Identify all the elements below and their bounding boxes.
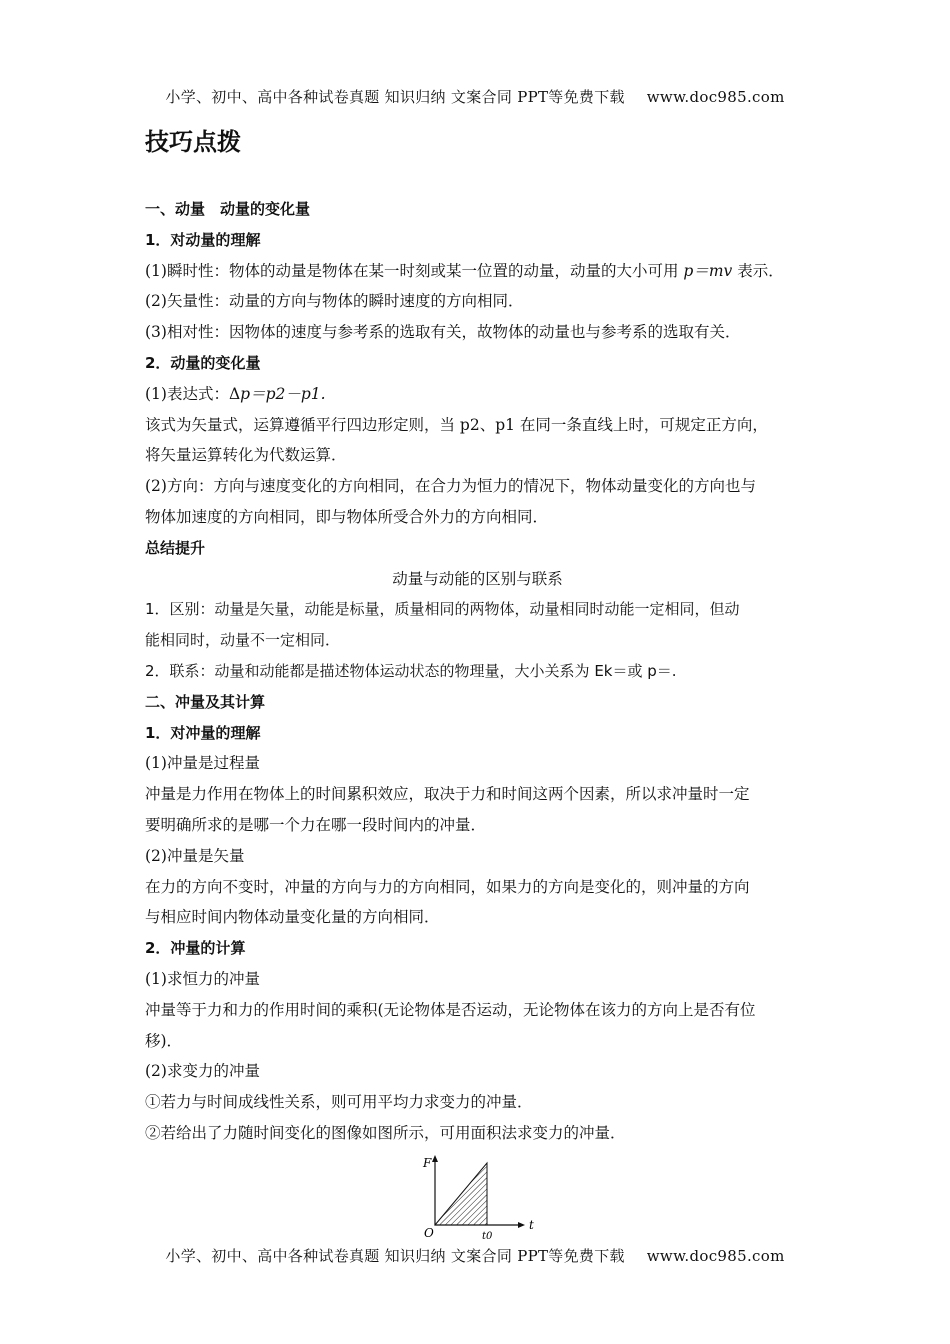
page-footer xyxy=(0,1245,950,1266)
formula-line: (1)表达式：Δp＝p2－p1. xyxy=(145,384,326,403)
footer-url[interactable]: www.doc985.com xyxy=(646,1247,785,1265)
subsection-1-1-heading: 1．对动量的理解 xyxy=(145,230,261,249)
y-axis-arrow xyxy=(432,1155,438,1162)
paragraph: 将矢量运算转化为代数运算． xyxy=(145,446,347,465)
x-axis-arrow xyxy=(518,1222,525,1228)
paragraph: 冲量是力作用在物体上的时间累积效应，取决于力和时间这两个因素，所以求冲量时一定 xyxy=(145,785,750,804)
paragraph: 在力的方向不变时，冲量的方向与力的方向相同，如果力的方向是变化的，则冲量的方向 xyxy=(145,877,750,896)
x-axis-label: t xyxy=(529,1217,534,1232)
force-time-figure xyxy=(145,1153,810,1243)
paragraph: 物体加速度的方向相同，即与物体所受合外力的方向相同． xyxy=(145,507,549,526)
y-axis-label: F xyxy=(423,1155,432,1170)
header-url[interactable]: www.doc985.com xyxy=(646,88,785,106)
paragraph: 该式为矢量式，运算遵循平行四边形定则，当 p2、p1 在同一条直线上时，可规定正方向， xyxy=(145,415,768,434)
paragraph: (2)冲量是矢量 xyxy=(145,846,245,865)
origin-label: O xyxy=(424,1225,434,1240)
paragraph: (2)方向：方向与速度变化的方向相同，在合力为恒力的情况下，物体动量变化的方向也与 xyxy=(145,477,756,496)
paragraph: (1)冲量是过程量 xyxy=(145,754,260,773)
summary-item: 1．区别：动量是矢量，动能是标量，质量相同的两物体，动量相同时动能一定相同，但动 xyxy=(145,600,740,619)
section-2-heading: 二、冲量及其计算 xyxy=(145,692,266,711)
summary-item: 能相同时，动量不一定相同． xyxy=(145,631,341,650)
paragraph: ②若给出了力随时间变化的图像如图所示，可用面积法求变力的冲量． xyxy=(145,1123,626,1142)
paragraph: (1)求恒力的冲量 xyxy=(145,969,260,988)
summary-title: 动量与动能的区别与联系 xyxy=(392,569,563,588)
paragraph: ①若力与时间成线性关系，则可用平均力求变力的冲量． xyxy=(145,1093,533,1112)
subsection-1-2-heading: 2．动量的变化量 xyxy=(145,353,261,372)
paragraph: 与相应时间内物体动量变化量的方向相同． xyxy=(145,908,440,927)
header-text: 小学、初中、高中各种试卷真题 知识归纳 文案合同 PPT等免费下载 xyxy=(165,88,625,106)
section-1-heading: 一、动量 动量的变化量 xyxy=(145,200,311,218)
paragraph: (2)求变力的冲量 xyxy=(145,1062,260,1081)
tick-label-t0: t0 xyxy=(482,1230,493,1242)
paragraph: (2)矢量性：动量的方向与物体的瞬时速度的方向相同． xyxy=(145,292,524,311)
force-time-graph xyxy=(415,1153,545,1243)
paragraph: (1)瞬时性：物体的动量是物体在某一时刻或某一位置的动量，动量的大小可用 p＝mv 表示． xyxy=(145,261,784,280)
subsection-2-1-heading: 1．对冲量的理解 xyxy=(145,723,261,742)
paragraph: 要明确所求的是哪一个力在哪一段时间内的冲量． xyxy=(145,815,487,834)
subsection-2-2-heading: 2．冲量的计算 xyxy=(145,939,246,958)
page-header xyxy=(0,86,950,107)
summary-heading: 总结提升 xyxy=(145,538,206,557)
paragraph: 冲量等于力和力的作用时间的乘积(无论物体是否运动，无论物体在该力的方向上是否有位 xyxy=(145,1000,756,1019)
shaded-area xyxy=(435,1163,487,1225)
document-body xyxy=(145,120,810,1243)
paragraph: (3)相对性：因物体的速度与参考系的选取有关，故物体的动量也与参考系的选取有关． xyxy=(145,323,741,342)
summary-item: 2．联系：动量和动能都是描述物体运动状态的物理量，大小关系为 Ek＝或 p＝. xyxy=(145,661,677,680)
paragraph: 移)． xyxy=(145,1031,183,1050)
footer-text: 小学、初中、高中各种试卷真题 知识归纳 文案合同 PPT等免费下载 xyxy=(165,1247,625,1265)
page-title: 技巧点拨 xyxy=(145,128,241,156)
